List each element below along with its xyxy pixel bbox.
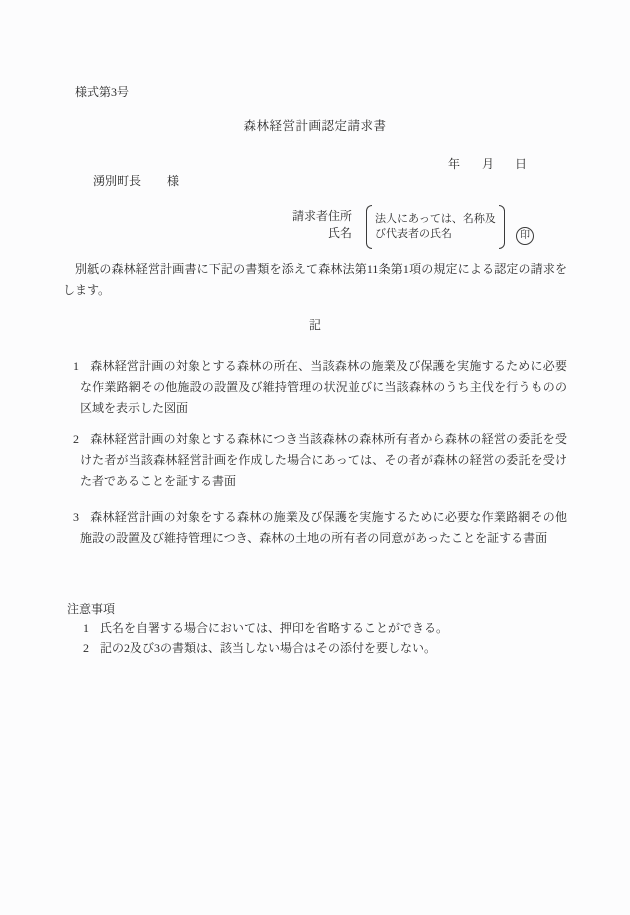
note-number: 1 bbox=[83, 621, 89, 635]
month-label: 月 bbox=[482, 157, 495, 171]
requester-labels bbox=[282, 208, 352, 241]
date-line bbox=[448, 156, 527, 172]
item-number: 3 bbox=[73, 510, 79, 524]
document-title: 森林経営計画認定請求書 bbox=[243, 119, 387, 133]
honorific-label: 様 bbox=[167, 174, 180, 188]
notes-heading: 注意事項 bbox=[67, 602, 116, 616]
day-label: 日 bbox=[515, 157, 528, 171]
bracket-open-icon bbox=[366, 205, 372, 249]
list-item-2 bbox=[73, 429, 567, 492]
requester-name-label: 氏名 bbox=[327, 225, 352, 240]
corporation-note bbox=[366, 204, 505, 250]
seal-stamp-icon bbox=[516, 227, 534, 245]
corporation-note-text bbox=[375, 212, 496, 243]
list-item-1 bbox=[73, 356, 567, 419]
note-item-1 bbox=[83, 619, 448, 638]
note-text: 記の2及び3の書類は、該当しない場合はその添付を要しない。 bbox=[100, 641, 437, 655]
item-number: 1 bbox=[73, 359, 79, 373]
year-label: 年 bbox=[448, 157, 461, 171]
note-number: 2 bbox=[83, 641, 89, 655]
bracket-close-icon bbox=[499, 205, 505, 249]
form-number: 様式第3号 bbox=[75, 85, 130, 99]
corporation-note-line1: 法人にあっては、名称及 bbox=[375, 212, 496, 225]
list-item-3 bbox=[73, 507, 567, 549]
item-number: 2 bbox=[73, 432, 79, 446]
corporation-note-line2: び代表者の氏名 bbox=[375, 228, 452, 240]
item-text: 森林経営計画の対象とする森林の所在、当該森林の施業及び保護を実施するために必要な作業路網その他施設の設置及び維持管理の状況並びに当該森林のうち主伐を行うものの区域を表示した図面 bbox=[80, 359, 567, 415]
item-text: 森林経営計画の対象をする森林の施業及び保護を実施するために必要な作業路網その他施設の設置及び維持管理につき、森林の土地の所有者の同意があったことを証する書面 bbox=[80, 510, 567, 545]
body-paragraph: 別紙の森林経営計画書に下記の書類を添えて森林法第11条第1項の規定による認定の請求をします。 bbox=[63, 262, 567, 297]
requester-address-label: 請求者住所 bbox=[291, 209, 352, 223]
item-text: 森林経営計画の対象とする森林につき当該森林の森林所有者から森林の経営の委託を受けた者が当該森林経営計画を作成した場合にあっては、その者が森林の経営の委託を受けた者であることを証する書面 bbox=[80, 432, 567, 488]
addressee-line bbox=[93, 173, 179, 189]
list-heading: 記 bbox=[308, 318, 321, 332]
addressee-name: 湧別町長 bbox=[93, 174, 142, 188]
seal-label: 印 bbox=[520, 230, 530, 241]
note-item-2 bbox=[83, 639, 436, 658]
note-text: 氏名を自署する場合においては、押印を省略することができる。 bbox=[100, 621, 449, 635]
